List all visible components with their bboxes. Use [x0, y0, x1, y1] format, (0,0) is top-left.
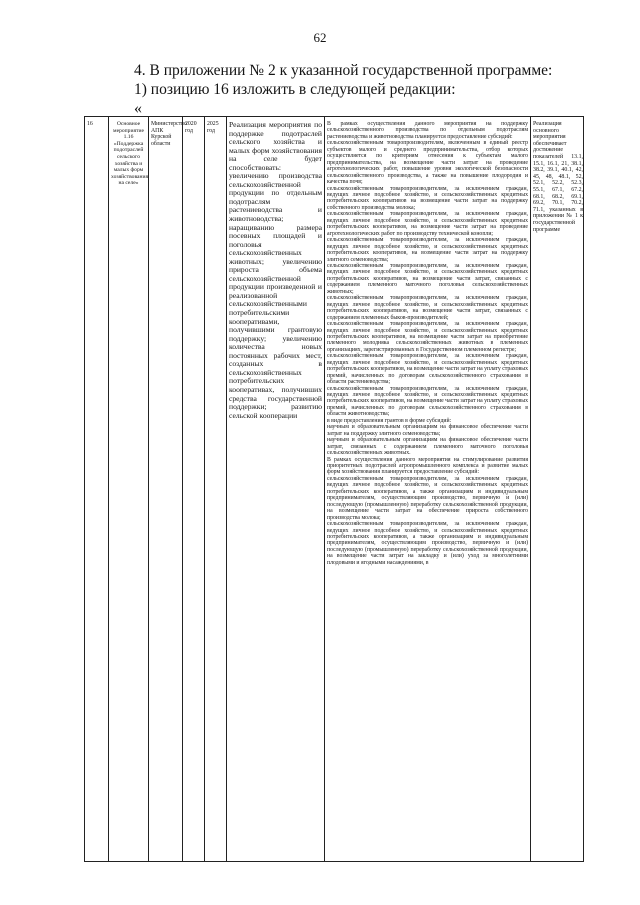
section-heading: 4. В приложении № 2 к указанной государственной программе: — [134, 62, 553, 79]
description-paragraph: научным и образовательным организациям на финансовое обеспечение части затрат на поддержку элитного семеноводства; — [327, 424, 528, 437]
description-paragraph: сельскохозяйственным товаропроизводителям, за исключением граждан, ведущих личное подсобное хозяйство, и сельскохозяйственных кредитных потребительских кооперативов, на возмещение части затрат на поддержку элитного семеноводства; — [327, 237, 528, 263]
cell-measure-name — [109, 117, 149, 861]
cell-executor — [149, 117, 187, 861]
subsection-heading: 1) позицию 16 изложить в следующей редакции: — [134, 81, 456, 98]
description-paragraph: сельскохозяйственным товаропроизводителям, за исключением граждан, ведущих личное подсобное хозяйство, и сельскохозяйственных кредитных потребительских кооперативов, на возмещение части затрат, связанных с содержанием племенных быков-производителей; — [327, 295, 528, 321]
cell-row-number — [85, 117, 109, 861]
description-paragraph: в виде предоставления грантов в форме субсидий: — [327, 417, 452, 424]
start-year: 2020 год — [185, 121, 197, 134]
cell-end-year — [205, 117, 227, 861]
description-paragraph: сельскохозяйственным товаропроизводителям, за исключением граждан, ведущих личное подсобное хозяйство, и сельскохозяйственных кредитных потребительских кооперативов, на возмещение части затрат, связанных с содержанием племенного маточного поголовья сельскохозяйственных животных; — [327, 262, 528, 295]
description-paragraph: сельскохозяйственным товаропроизводителям, за исключением граждан, ведущих личное подсобное хозяйство, и сельскохозяйственных кредитных потребительских кооперативов на возмещение части затрат на поддержку собственного производства молока; — [327, 185, 528, 211]
cell-description — [325, 117, 531, 861]
description-paragraph: сельскохозяйственным товаропроизводителям, за исключением граждан, ведущих личное подсобное хозяйство, и сельскохозяйственных кредитных потребительских кооперативов, на возмещение части затрат на уплату страховых премий, начисленных по договорам сельскохозяйственного страхования в области животноводства; — [327, 385, 528, 418]
description-paragraph: научным и образовательным организациям на финансовое обеспечение части затрат, связанных с содержанием племенного маточного поголовья сельскохозяйственных животных. — [327, 437, 528, 457]
row-number: 16 — [87, 121, 93, 127]
executor: Министерство АПК Курской области — [151, 121, 187, 147]
expected-result: Реализация мероприятия по поддержке подотраслей сельского хозяйства и малых форм хозяйствования на селе будет способствовать: увеличению производства сельскохозяйственной продукции по отдельным подотраслям растениеводства и животноводства; наращиванию размера посевных площадей и поголовья сельскохозяйственных животных; увеличению прироста объема сельскохозяйственной продукции произведенной и реализованной сельскохозяйственными потребительскими кооперативами, получившими грантовую поддержку; увеличению количества новых постоянных рабочих мест, созданных в сельскохозяйственных потребительских кооперативах, получивших средства государственной поддержки; развитию сельской кооперации — [229, 120, 322, 420]
description-paragraph: сельскохозяйственным товаропроизводителям, за исключением граждан, ведущих личное подсобное хозяйство, и сельскохозяйственных кредитных потребительских кооперативов, а также организациям и индивидуальным предпринимателям, осуществляющим производство, первичную и (или) последующую (промышленную) переработку сельскохозяйственной продукции, на возмещение части затрат на закладку и (или) уход за многолетними плодовыми и ягодными насаждениями, в — [327, 521, 528, 566]
description-list — [327, 121, 528, 566]
description-paragraph: сельскохозяйственным товаропроизводителям, включенным в единый реестр субъектов малого и среднего предпринимательства, отбор которых осуществляется по критериям отнесения к субъектам малого предпринимательства, на возмещение части затрат на проведение агротехнологических работ, повышение уровня экологической безопасности сельскохозяйственного производства, а также на повышение плодородия и качества почв; — [327, 140, 528, 186]
opening-quote: « — [134, 100, 142, 117]
description-paragraph: сельскохозяйственным товаропроизводителям, за исключением граждан, ведущих личное подсобное хозяйство, и сельскохозяйственных кредитных потребительских кооперативов, а также организациям и индивидуальным предпринимателям, осуществляющим производство, первичную и (или) последующую (промышленную) переработку сельскохозяйственной продукции, на возмещение части затрат на обеспечение прироста собственного производства молока; — [327, 475, 528, 521]
description-paragraph: В рамках осуществления данного мероприятия на стимулирование развития приоритетных подотраслей агропромышленного комплекса и развитие малых форм хозяйствования планируется предоставление субсидий: — [327, 456, 528, 476]
program-table — [84, 116, 584, 862]
cell-indicators — [531, 117, 585, 861]
end-year: 2025 год — [207, 121, 219, 134]
cell-expected-result — [227, 117, 325, 861]
description-paragraph: В рамках осуществления данного мероприятия на поддержку сельскохозяйственного производства по отдельным подотраслям растениеводства и животноводства планируется предоставление субсидий: — [327, 121, 528, 140]
page-number: 62 — [313, 30, 327, 45]
relation-to-indicators: Реализация основного мероприятия обеспечивает достижение показателей 13.1, 15.1, 16.1, 21, 38.1, 38.2, 39.1, 40.1, 42, 45, 48, 48.1, 52, 52.1, 52.2, 52.3, 55.1, 67.1, 67.2, 68.1, 68.2, 69.1, 69.2, 70.1, 70.2, 71.1, указанных в приложении № 1 к государственной программе — [533, 121, 583, 233]
measure-name: Основное мероприятие 1.16 «Поддержка подотраслей сельского хозяйства и малых форм хозяйствования на селе» — [111, 121, 149, 187]
cell-start-year — [183, 117, 205, 861]
description-paragraph: сельскохозяйственным товаропроизводителям, за исключением граждан, ведущих личное подсобное хозяйство, и сельскохозяйственных кредитных потребительских кооперативов, на возмещение части затрат на приобретение племенного молодняка сельскохозяйственных животных в племенных организациях, зарегистрированных в Государственном племенном регистре; — [327, 321, 528, 353]
description-paragraph: сельскохозяйственным товаропроизводителям, за исключением граждан, ведущих личное подсобное хозяйство, и сельскохозяйственных кредитных потребительских кооперативов, на возмещение части затрат на уплату страховых премий, начисленных по договорам сельскохозяйственного страхования в области растениеводства; — [327, 353, 528, 386]
description-paragraph: сельскохозяйственным товаропроизводителям, за исключением граждан, ведущих личное подсобное хозяйство, и сельскохозяйственных кредитных потребительских кооперативов, на возмещение части затрат на проведение агротехнологических работ по производству технической конопли; — [327, 211, 528, 237]
